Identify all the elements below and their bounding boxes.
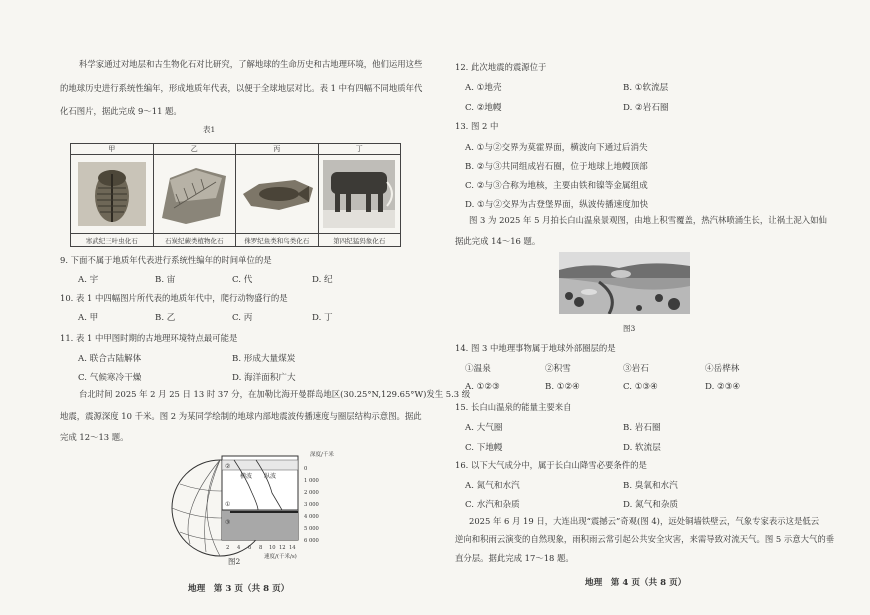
table-header-row — [71, 144, 401, 155]
marker-1-label: ① — [225, 501, 231, 508]
caption-ding: 第四纪猛犸象化石 — [318, 234, 401, 247]
q13-option-d[interactable]: D. ①与②交界为古登堡界面，纵波传播速度加快 — [465, 200, 649, 210]
mammoth-fossil-image — [321, 158, 397, 230]
speed-tick-4: 10 — [269, 545, 276, 551]
depth-tick-1: 1 000 — [304, 478, 319, 484]
trilobite-cell — [71, 155, 154, 234]
speed-tick-0: 2 — [226, 545, 230, 551]
question-14-stem: 14. 图 3 中地理事物属于地球外部圈层的是 — [455, 343, 616, 353]
speed-axis-label: 速度/(千米/s) — [264, 554, 297, 560]
q14-option-d[interactable]: D. ②③④ — [705, 382, 741, 392]
q14-option-b[interactable]: B. ①②④ — [545, 382, 580, 392]
q14-item-1: ①温泉 — [465, 364, 491, 374]
mammoth-cell — [318, 155, 401, 234]
wave-label-s: 横波 — [240, 473, 253, 480]
q9-option-b[interactable]: B. 宙 — [155, 275, 176, 285]
fossil-table — [70, 143, 401, 247]
depth-axis-label: 深度/千米 — [310, 452, 334, 458]
q10-option-d[interactable]: D. 丁 — [312, 313, 333, 323]
caption-jia: 寒武纪三叶虫化石 — [71, 234, 154, 247]
q16-option-b[interactable]: B. 臭氧和水汽 — [623, 481, 678, 491]
question-11-stem: 11. 表 1 中甲图时期的古地理环境特点最可能是 — [60, 333, 238, 343]
question-10-stem: 10. 表 1 中四幅图片所代表的地质年代中，爬行动物盛行的是 — [60, 293, 288, 303]
question-16-stem: 16. 以下大气成分中，属于长白山降雪必要条件的是 — [455, 460, 647, 470]
fish-fossil-image — [239, 158, 315, 230]
depth-tick-3: 3 000 — [304, 502, 319, 508]
q16-option-c[interactable]: C. 水汽和杂质 — [465, 500, 520, 510]
depth-tick-5: 5 000 — [304, 526, 319, 532]
trilobite-fossil-image — [74, 158, 150, 230]
q13-option-a[interactable]: A. ①与②交界为莫霍界面，横波向下通过后消失 — [465, 143, 648, 153]
q15-option-a[interactable]: A. 大气圈 — [465, 423, 503, 433]
left-page-footer: 地理 第 3 页（共 8 页） — [188, 584, 290, 594]
q14-item-2: ②积雪 — [545, 364, 571, 374]
q14-item-3: ③岩石 — [623, 364, 649, 374]
marker-2-label: ② — [225, 463, 231, 470]
table-header-ding: 丁 — [318, 144, 401, 155]
right-page — [435, 0, 870, 615]
caption-yi: 石炭纪蕨类植物化石 — [153, 234, 236, 247]
speed-tick-1: 4 — [237, 545, 241, 551]
q12-option-a[interactable]: A. ①地壳 — [465, 83, 502, 93]
wave-label-p: 纵波 — [264, 473, 277, 480]
fern-fossil-image — [156, 158, 232, 230]
q13-option-c[interactable]: C. ②与③合称为地核，主要由铁和镍等金属组成 — [465, 181, 648, 191]
q12-option-c[interactable]: C. ②地幔 — [465, 103, 502, 113]
intro-line-2: 的地球历史进行系统性编年，形成地质年代表，以便于全球地层对比。表 1 中有四幅不同地质年代 — [60, 83, 423, 93]
intro-line-1: 科学家通过对地层和古生物化石对比研究，了解地球的生命历史和古地理环境，他们运用这些 — [79, 59, 423, 69]
context-line-2: 据此完成 14～16 题。 — [455, 236, 541, 246]
speed-tick-6: 14 — [289, 545, 296, 551]
context-line-3: 完成 12～13 题。 — [60, 432, 129, 442]
context-line-1: 台北时间 2025 年 2 月 25 日 13 时 37 分，在加勒比海开曼群岛地区(30.25°N,129.65°W)发生 5.3 级 — [79, 389, 471, 399]
q10-option-c[interactable]: C. 丙 — [232, 313, 253, 323]
context-line-2: 地震，震源深度 10 千米。图 2 为某同学绘制的地球内部地震波传播速度与圈层结构示意图。据此 — [60, 411, 422, 421]
figure-3-photo — [559, 252, 690, 314]
q11-option-d[interactable]: D. 海洋面积广大 — [232, 373, 296, 383]
closing-line-1: 2025 年 6 月 19 日，大连出现“震撼云”奇观(图 4)，远处铜墙铁壁云，气象专家表示这是低云 — [469, 516, 820, 526]
q15-option-d[interactable]: D. 软流层 — [623, 443, 661, 453]
caption-bing: 侏罗纪鱼类和鸟类化石 — [236, 234, 319, 247]
q11-option-a[interactable]: A. 联合古陆解体 — [78, 354, 142, 364]
fern-cell — [153, 155, 236, 234]
q10-option-a[interactable]: A. 甲 — [78, 313, 99, 323]
q11-option-b[interactable]: B. 形成大量煤炭 — [232, 354, 296, 364]
q15-option-c[interactable]: C. 下地幔 — [465, 443, 503, 453]
q9-option-d[interactable]: D. 纪 — [312, 275, 333, 285]
right-page-footer: 地理 第 4 页（共 8 页） — [585, 578, 687, 588]
q16-option-a[interactable]: A. 氮气和水汽 — [465, 481, 520, 491]
depth-tick-0: 0 — [304, 466, 308, 472]
question-13-stem: 13. 图 2 中 — [455, 121, 499, 131]
question-9-stem: 9. 下面不属于地质年代表进行系统性编年的时间单位的是 — [60, 255, 272, 265]
q9-option-a[interactable]: A. 宇 — [78, 275, 99, 285]
table-caption: 表1 — [203, 125, 216, 134]
figure-2-diagram — [160, 448, 360, 560]
q9-option-c[interactable]: C. 代 — [232, 275, 253, 285]
depth-tick-6: 6 000 — [304, 538, 319, 544]
q15-option-b[interactable]: B. 岩石圈 — [623, 423, 661, 433]
q16-option-d[interactable]: D. 氮气和杂质 — [623, 500, 679, 510]
speed-tick-3: 8 — [259, 545, 263, 551]
q12-option-b[interactable]: B. ①软流层 — [623, 83, 669, 93]
speed-tick-5: 12 — [279, 545, 286, 551]
intro-line-3: 化石图片，据此完成 9～11 题。 — [60, 106, 182, 116]
depth-tick-2: 2 000 — [304, 490, 319, 496]
closing-line-3: 直分层。据此完成 17～18 题。 — [455, 553, 574, 563]
q13-option-b[interactable]: B. ②与③共同组成岩石圈，位于地球上地幔顶部 — [465, 162, 648, 172]
q14-option-c[interactable]: C. ①③④ — [623, 382, 658, 392]
question-12-stem: 12. 此次地震的震源位于 — [455, 62, 547, 72]
figure-2-caption: 图2 — [228, 557, 241, 566]
closing-line-2: 逆向和积雨云演变的自然现象，雨积雨云常引起公共安全灾害，来需导致对流天气。图 5 示意大气的垂 — [455, 534, 835, 544]
table-header-jia: 甲 — [71, 144, 154, 155]
table-header-yi: 乙 — [153, 144, 236, 155]
question-15-stem: 15. 长白山温泉的能量主要来自 — [455, 402, 572, 412]
q14-item-4: ④岳桦林 — [705, 364, 740, 374]
q14-option-a[interactable]: A. ①②③ — [465, 382, 500, 392]
q10-option-b[interactable]: B. 乙 — [155, 313, 176, 323]
q11-option-c[interactable]: C. 气候寒冷干燥 — [78, 373, 142, 383]
context-line-1: 图 3 为 2025 年 5 月拍长白山温泉景观图，由地上积雪覆盖，热汽林喷涌生长，让祸土泥入如仙 — [469, 215, 827, 225]
fish-cell — [236, 155, 319, 234]
table-caption-row — [71, 234, 401, 247]
speed-tick-2: 6 — [248, 545, 252, 551]
q12-option-d[interactable]: D. ②岩石圈 — [623, 103, 669, 113]
depth-tick-4: 4 000 — [304, 514, 319, 520]
figure-3-caption: 图3 — [623, 324, 636, 333]
marker-3-label: ③ — [225, 519, 231, 526]
table-image-row — [71, 155, 401, 234]
table-header-bing: 丙 — [236, 144, 319, 155]
